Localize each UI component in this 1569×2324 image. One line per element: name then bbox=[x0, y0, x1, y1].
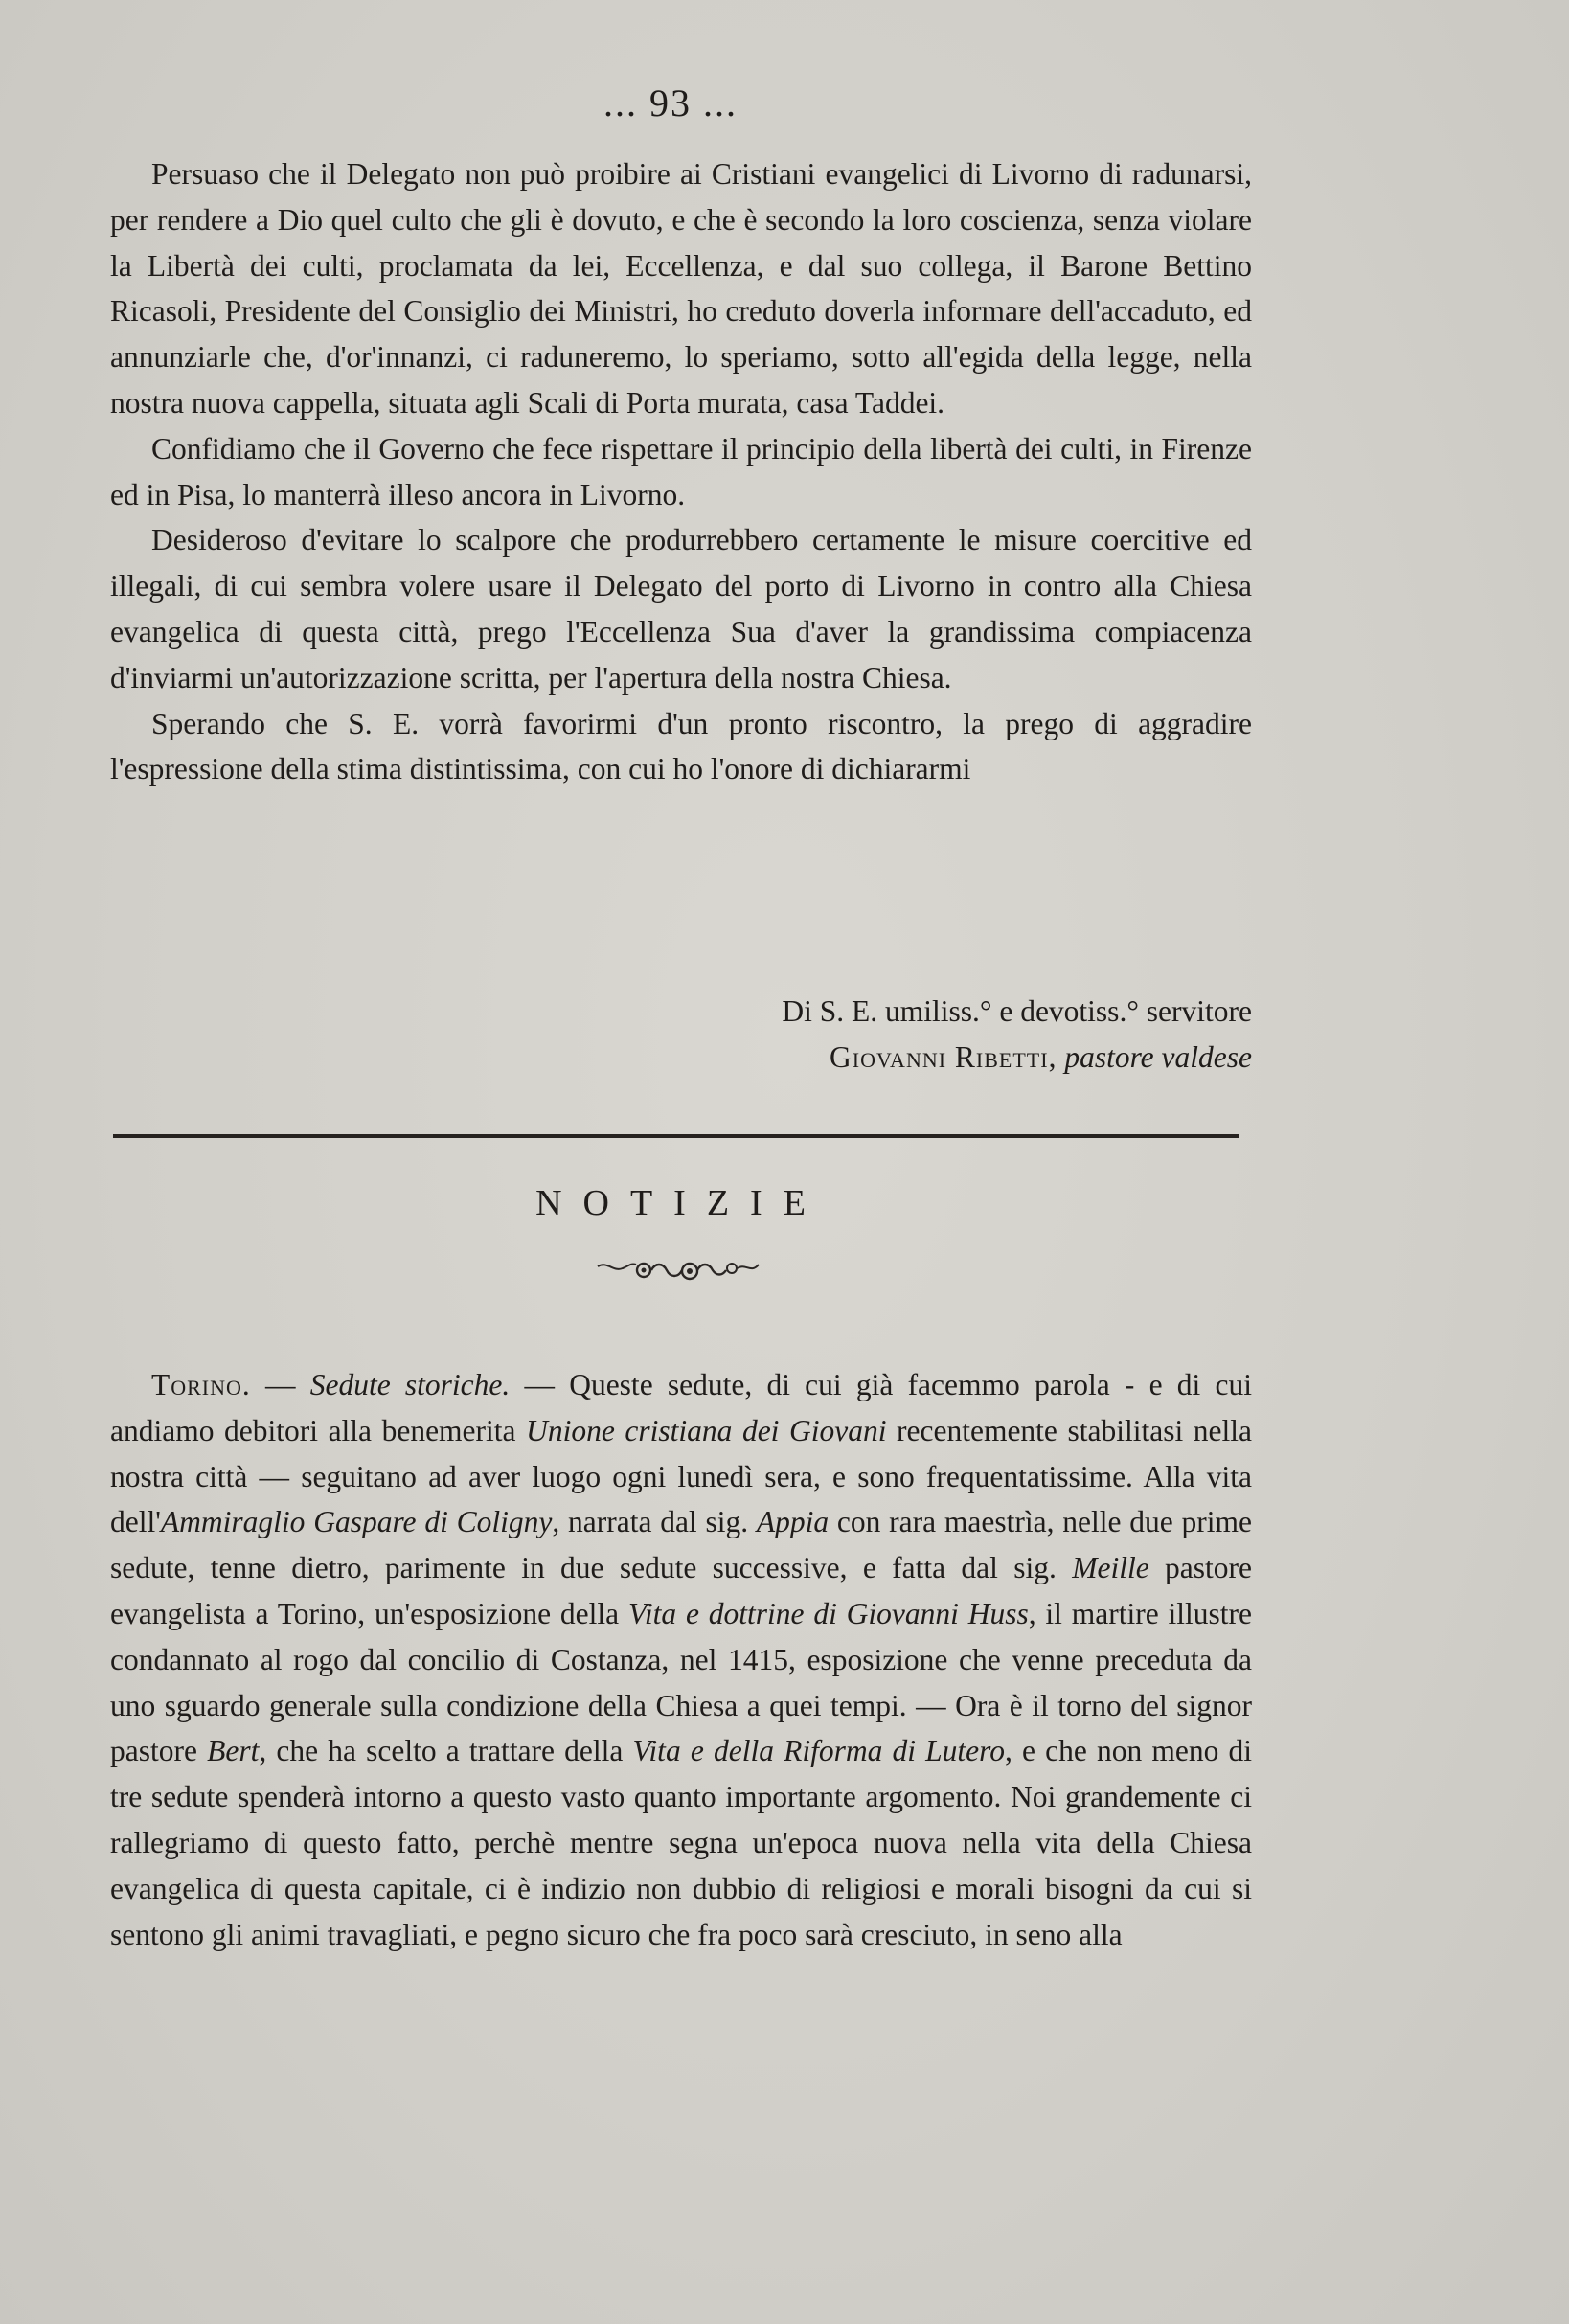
news-text: pastore evangelista a Torino, un'esposizione della bbox=[110, 1551, 1253, 1630]
news-italic: Unione cristiana dei Giovani bbox=[526, 1413, 887, 1447]
news-text: , e che non meno di tre sedute spenderà intorno a questo vasto quanto importante argomento. Noi grandemente ci rallegriamo di questo fatto, perchè mentre segna un'epoca nuova nella vita della Chiesa evangelica di questa capitale, ci è indizio non dubbio di religiosi e morali bisogni da cui si sentono gli animi travagliati, e pegno sicuro che fra poco sarà cresciuto, in seno alla bbox=[110, 1734, 1253, 1951]
letter-paragraph: Confidiamo che il Governo che fece rispettare il principio della libertà dei culti, in Firenze ed in Pisa, lo manterrà illeso ancora in Livorno. bbox=[110, 431, 1252, 512]
news-italic: Bert bbox=[207, 1734, 260, 1768]
news-text: , che ha scelto a trattare della bbox=[259, 1734, 633, 1768]
letter-signature bbox=[110, 1035, 1252, 1081]
news-article bbox=[110, 1362, 1252, 1957]
news-text: recentemente stabilitasi nella nostra città — seguitano ad aver luogo ogni lunedì sera, e sono frequentatissime. Alla vita dell' bbox=[110, 1413, 1252, 1539]
news-place: Torino. bbox=[151, 1368, 251, 1401]
letter-closing: Di S. E. umiliss.° e devotiss.° servitore bbox=[782, 994, 1252, 1028]
section-divider bbox=[113, 1134, 1239, 1138]
news-text: — Queste sedute, di cui già facemmo parola - e di cui andiamo debitori alla benemerita bbox=[110, 1368, 1252, 1447]
ornament-flourish-icon bbox=[594, 1257, 762, 1286]
section-heading: NOTIZIE bbox=[535, 1183, 827, 1223]
news-subtitle: Sedute storiche. bbox=[309, 1368, 511, 1401]
news-text: — bbox=[250, 1368, 310, 1401]
news-text: , il martire illustre condannato al rogo dal concilio di Costanza, nel 1415, esposizione che venne preceduta da uno sguardo generale sulla condizione della Chiesa a quei tempi. — Ora è il torno del signor pastore bbox=[110, 1596, 1253, 1768]
news-italic: Appia bbox=[756, 1505, 830, 1539]
signature-name: Giovanni Ribetti, bbox=[830, 1040, 1057, 1074]
letter-paragraph: Sperando che S. E. vorrà favorirmi d'un pronto riscontro, la prego di aggradire l'espressione della stima distintissima, con cui ho l'onore di dichiararmi bbox=[110, 706, 1252, 786]
news-italic: Meille bbox=[1072, 1551, 1149, 1585]
signature-title: pastore valdese bbox=[1064, 1040, 1252, 1074]
letter-paragraph: Persuaso che il Delegato non può proibire ai Cristiani evangelici di Livorno di radunarsi, per rendere a Dio quel culto che gli è dovuto, e che è secondo la loro coscienza, senza violare la Libertà dei culti, proclamata da lei, Eccellenza, e dal suo collega, il Barone Bettino Ricasoli, Presidente del Consiglio dei Ministri, ho creduto doverla informare dell'accaduto, ed annunziarle che, d'or'innanzi, ci raduneremo, lo speriamo, sotto all'egida della legge, nella nostra nuova cappella, situata agli Scali di Porta murata, casa Taddei. bbox=[110, 157, 1252, 420]
news-italic: Vita e dottrine di Giovanni Huss bbox=[627, 1596, 1029, 1630]
page-number: ... 93 ... bbox=[603, 81, 738, 125]
news-italic: Ammiraglio Gaspare di Coligny bbox=[160, 1505, 553, 1539]
letter-body bbox=[110, 151, 1252, 792]
news-text: con rara maestrìa, nelle due prime sedute, tenne dietro, parimente in due sedute successive, e fatta dal sig. bbox=[110, 1505, 1252, 1585]
news-paragraph bbox=[110, 1362, 1252, 1957]
news-italic: Vita e della Riforma di Lutero bbox=[632, 1734, 1005, 1768]
letter-paragraph: Desideroso d'evitare lo scalpore che produrrebbero certamente le misure coercitive ed illegali, di cui sembra volere usare il Delegato del porto di Livorno in contro alla Chiesa evangelica di questa città, prego l'Eccellenza Sua d'aver la grandissima compiacenza d'inviarmi un'autorizzazione scritta, per l'apertura della nostra Chiesa. bbox=[110, 523, 1252, 695]
news-text: , narrata dal sig. bbox=[552, 1505, 757, 1539]
